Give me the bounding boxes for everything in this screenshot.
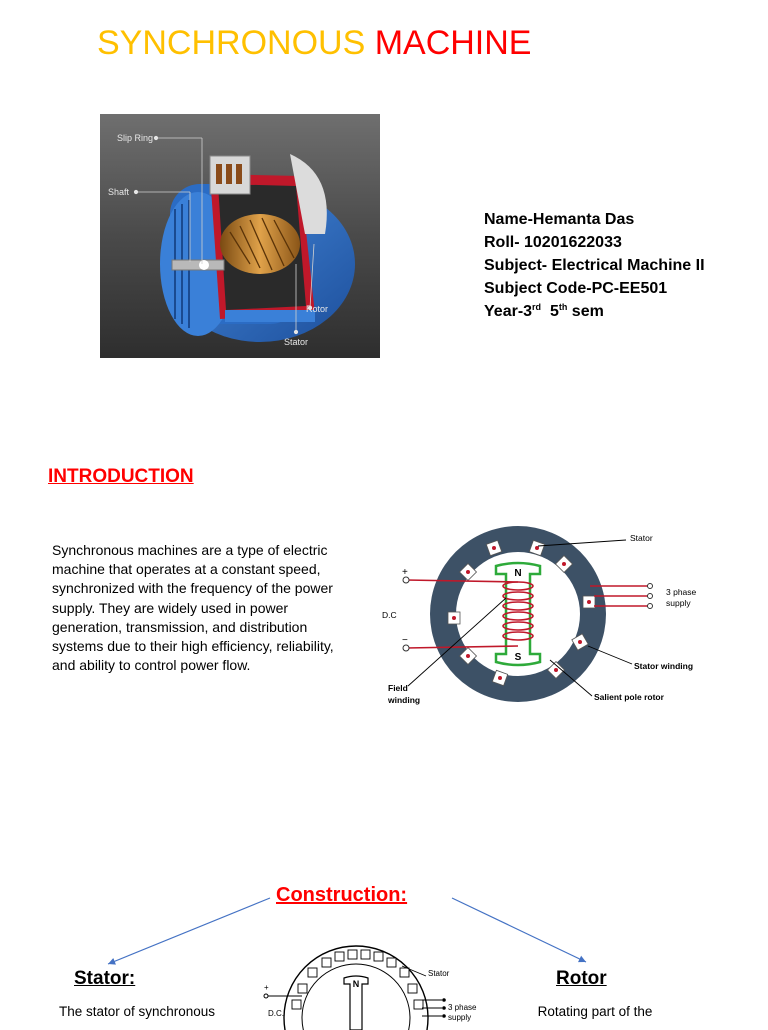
title-word-synchronous: SYNCHRONOUS <box>97 24 366 62</box>
rotor-heading: Rotor <box>556 968 607 989</box>
diagram2-supply-line2: supply <box>448 1013 472 1022</box>
pole-north-label: N <box>514 568 522 579</box>
construction-heading: Construction: <box>276 884 408 906</box>
dc-label: D.C <box>382 610 397 620</box>
dc-plus: + <box>402 567 408 578</box>
diagram2-supply-line1: 3 phase <box>448 1003 477 1012</box>
page-title <box>97 24 532 63</box>
info-roll: Roll- 10201622033 <box>484 234 622 251</box>
stator-winding-label: Stator winding <box>634 661 694 671</box>
stator-heading: Stator: <box>74 968 136 989</box>
dc-minus: − <box>402 635 408 646</box>
motor-cutaway-image <box>100 114 380 358</box>
info-year <box>484 300 705 323</box>
info-sem-prefix: 5 <box>549 303 559 320</box>
info-subject-code: Subject Code-PC-EE501 <box>484 280 668 297</box>
info-year-sup: rd <box>532 302 542 312</box>
stator-label: Stator <box>630 533 653 543</box>
rotor-text: Rotating part of the <box>537 1004 653 1019</box>
introduction-heading: INTRODUCTION <box>48 466 194 487</box>
diagram2-dc: D.C. <box>268 1009 284 1018</box>
field-winding-line2: winding <box>388 695 421 705</box>
synchronous-machine-diagram <box>378 510 718 716</box>
info-year-prefix: Year-3 <box>484 303 533 320</box>
diagram2-plus: + <box>264 983 269 992</box>
stator-text: The stator of synchronous <box>58 1004 216 1019</box>
info-subject: Subject- Electrical Machine II <box>484 257 705 274</box>
label-stator: Stator <box>284 337 309 347</box>
field-winding-line1: Field <box>388 683 408 693</box>
student-info <box>484 208 705 323</box>
stator-construction-diagram <box>262 940 482 1030</box>
label-shaft: Shaft <box>108 187 130 197</box>
diagram2-stator: Stator <box>428 969 450 978</box>
info-sem-suffix: sem <box>571 303 604 320</box>
supply-line1: 3 phase <box>666 587 697 597</box>
label-rotor: Rotor <box>306 304 329 314</box>
label-slip-ring: Slip Ring <box>117 133 154 143</box>
introduction-text: Synchronous machines are a type of electric machine that operates at a constant speed, synchronized with the frequency of the power supply. They are widely used in power generation, transmission, and distribution systems due to their high efficiency, reliability, and ability to control power flow. <box>52 542 334 674</box>
info-sem-sup: th <box>558 302 568 312</box>
diagram2-north: N <box>352 979 360 989</box>
info-name: Name-Hemanta Das <box>484 211 635 228</box>
title-word-machine: MACHINE <box>374 24 532 62</box>
supply-line2: supply <box>666 598 691 608</box>
salient-pole-rotor-label: Salient pole rotor <box>594 692 664 702</box>
pole-south-label: S <box>514 652 522 663</box>
